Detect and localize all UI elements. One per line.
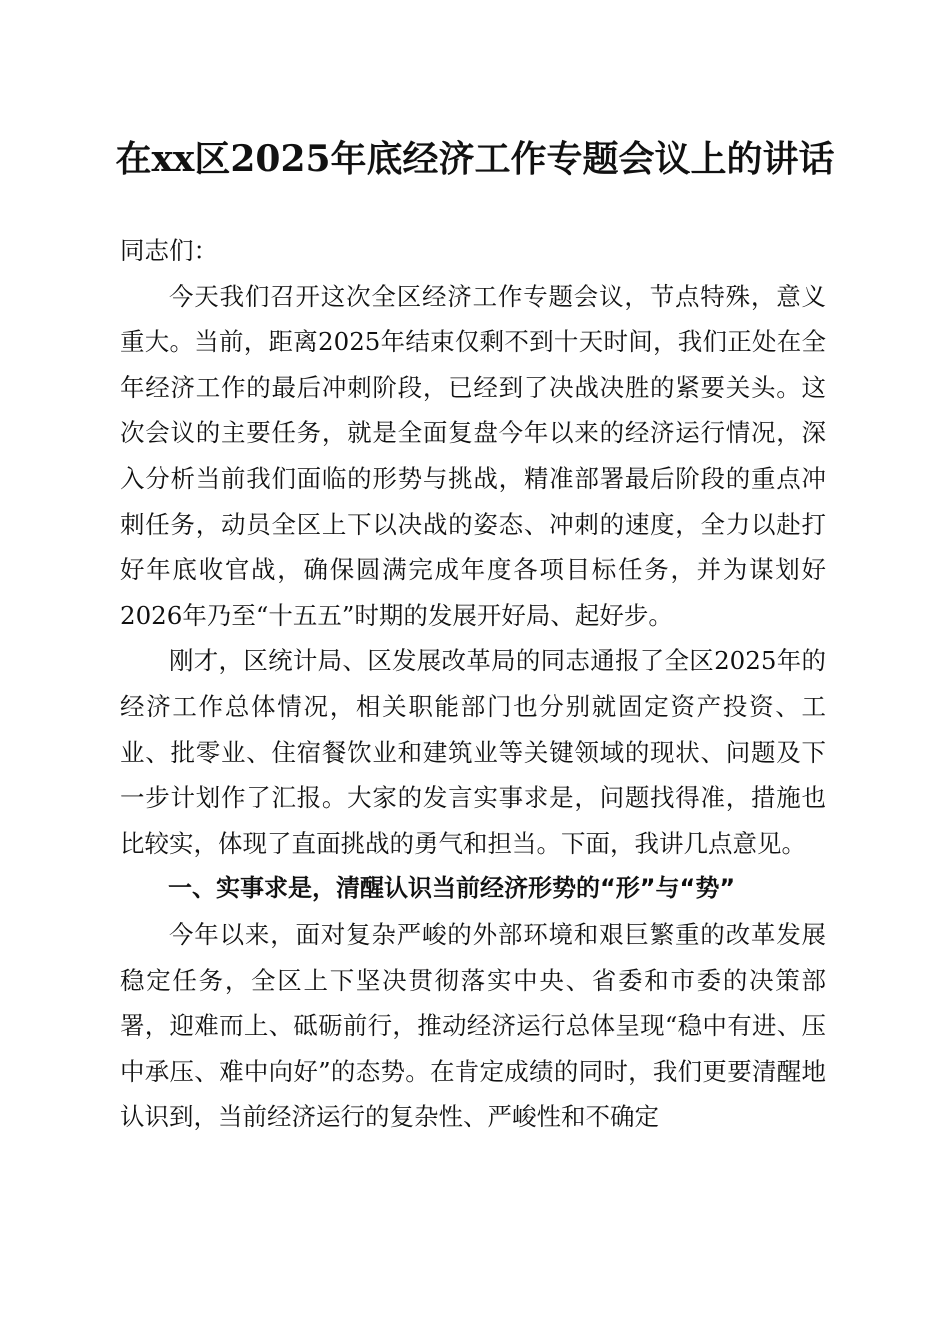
paragraph-reports: 刚才，区统计局、区发展改革局的同志通报了全区2025年的经济工作总体情况，相关职能部门也分别就固定资产投资、工业、批零业、住宿餐饮业和建筑业等关键领域的现状、问题及下一步计划作了汇报。大家的发言实事求是，问题找得准，措施也比较实，体现了直面挑战的勇气和担当。下面，我讲几点意见。: [120, 646, 826, 858]
paragraph-opening: 今天我们召开这次全区经济工作专题会议，节点特殊，意义重大。当前，距离2025年结束仅剩不到十天时间，我们正处在全年经济工作的最后冲刺阶段，已经到了决战决胜的紧要关头。这次会议的主要任务，就是全面复盘今年以来的经济运行情况，深入分析当前我们面临的形势与挑战，精准部署最后阶段的重点冲刺任务，动员全区上下以决战的姿态、冲刺的速度，全力以赴打好年底收官战，确保圆满完成年度各项目标任务，并为谋划好2026年乃至“十五五”时期的发展开好局、起好步。: [120, 281, 826, 630]
salutation: 同志们：: [120, 236, 218, 265]
section-heading-1: 一、实事求是，清醒认识当前经济形势的“形”与“势”: [168, 874, 736, 903]
document-title: 在xx区2025年底经济工作专题会议上的讲话: [115, 138, 835, 180]
document-body: [120, 228, 826, 1140]
paragraph-section-1: 今年以来，面对复杂严峻的外部环境和艰巨繁重的改革发展稳定任务，全区上下坚决贯彻落实中央、省委和市委的决策部署，迎难而上、砥砺前行，推动经济运行总体呈现“稳中有进、压中承压、难中向好”的态势。在肯定成绩的同时，我们更要清醒地认识到，当前经济运行的复杂性、严峻性和不确定: [120, 919, 826, 1132]
